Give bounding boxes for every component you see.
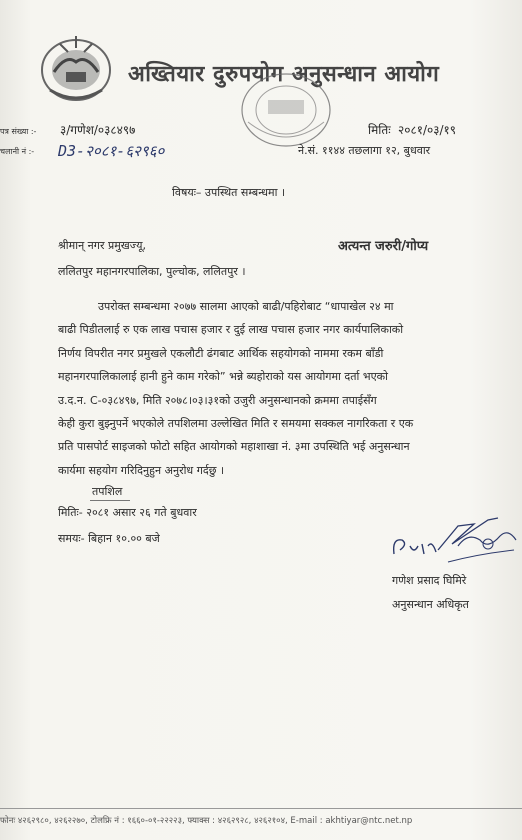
recipient-line-1: श्रीमान् नगर प्रमुखज्यू,	[58, 239, 146, 252]
letter-date: २०८१/०३/१९	[398, 123, 457, 137]
schedule-heading: तपशिल	[92, 485, 123, 498]
handwritten-signature	[388, 510, 522, 574]
letter-number-label: पत्र संख्या :-	[0, 127, 37, 136]
recipient-line-2: ललितपुर महानगरपालिका, पुल्चोक, ललितपुर ।	[58, 265, 246, 278]
body-line: उपरोक्त सम्बन्धमा २०७७ सालमा आएको बाढी/पहिरोबाट “धापाखेल २४ मा	[98, 300, 394, 313]
office-seal-stamp	[238, 70, 334, 150]
body-line: केही कुरा बुझ्नुपर्ने भएकोले तपशिलमा उल्लेखित मिति र समयमा सक्कल नागरिकता र एक	[58, 416, 414, 430]
schedule-underline	[90, 500, 130, 501]
signatory-title: अनुसन्धान अधिकृत	[392, 598, 469, 611]
body-line: निर्णय विपरीत नगर प्रमुखले एकलौटी ढंगबाट आर्थिक सहयोगको नाममा रकम बाँडी	[58, 346, 384, 360]
subject-line: विषयः– उपस्थित सम्बन्धमा ।	[172, 186, 286, 199]
footer-divider	[0, 808, 522, 809]
date-label: मितिः	[368, 123, 391, 137]
nepal-samvat-date: ने.सं. ११४४ तछलागा १२, बुधवार	[298, 144, 431, 157]
body-line: महानगरपालिकालाई हानी हुने काम गरेको” भन्ने ब्यहोराको यस आयोगमा दर्ता भएको	[58, 370, 388, 384]
organization-title: अख्तियार दुरुपयोग अनुसन्धान आयोग	[128, 62, 440, 87]
body-line: बाढी पिडीतलाई रु एक लाख पचास हजार र दुई लाख पचास हजार नगर कार्यपालिकाको	[58, 323, 404, 337]
body-line: उ.द.न. C-०३८४९७, मिति २०७८।०३।३१को उजुरी अनुसन्धानको क्रममा तपाईसँग	[58, 393, 377, 407]
body-line: कार्यमा सहयोग गरिदिनुहुन अनुरोध गर्दछु ।	[58, 463, 225, 477]
contact-footer: फोनः ४२६२९८०, ४२६२२७०, टोलफ्रि नं : १६६०-०१-२२२२३, फ्याक्स : ४२६२९२८, ४२६२१०४, E-mail : akhtiyar@ntc.net.np	[0, 816, 413, 826]
dispatch-number-label: चलानी नं :-	[0, 147, 35, 156]
body-line: प्रति पासपोर्ट साइजको फोटो सहित आयोगको महाशाखा नं. ३मा उपस्थिति भई अनुसन्धान	[58, 440, 410, 454]
urgency-note: अत्यन्त जरुरी/गोप्य	[338, 239, 429, 254]
schedule-time: समयः- बिहान १०.०० बजे	[58, 532, 160, 545]
schedule-date: मितिः- २०८१ असार २६ गते बुधवार	[58, 506, 197, 519]
dispatch-number: D3-२०८१-६२९६०	[58, 142, 165, 160]
letter-number: ३/गणेश/०३८४९७	[60, 123, 136, 137]
letter-body	[58, 295, 490, 482]
government-emblem-icon	[36, 32, 116, 104]
signatory-name: गणेश प्रसाद घिमिरे	[392, 574, 467, 587]
